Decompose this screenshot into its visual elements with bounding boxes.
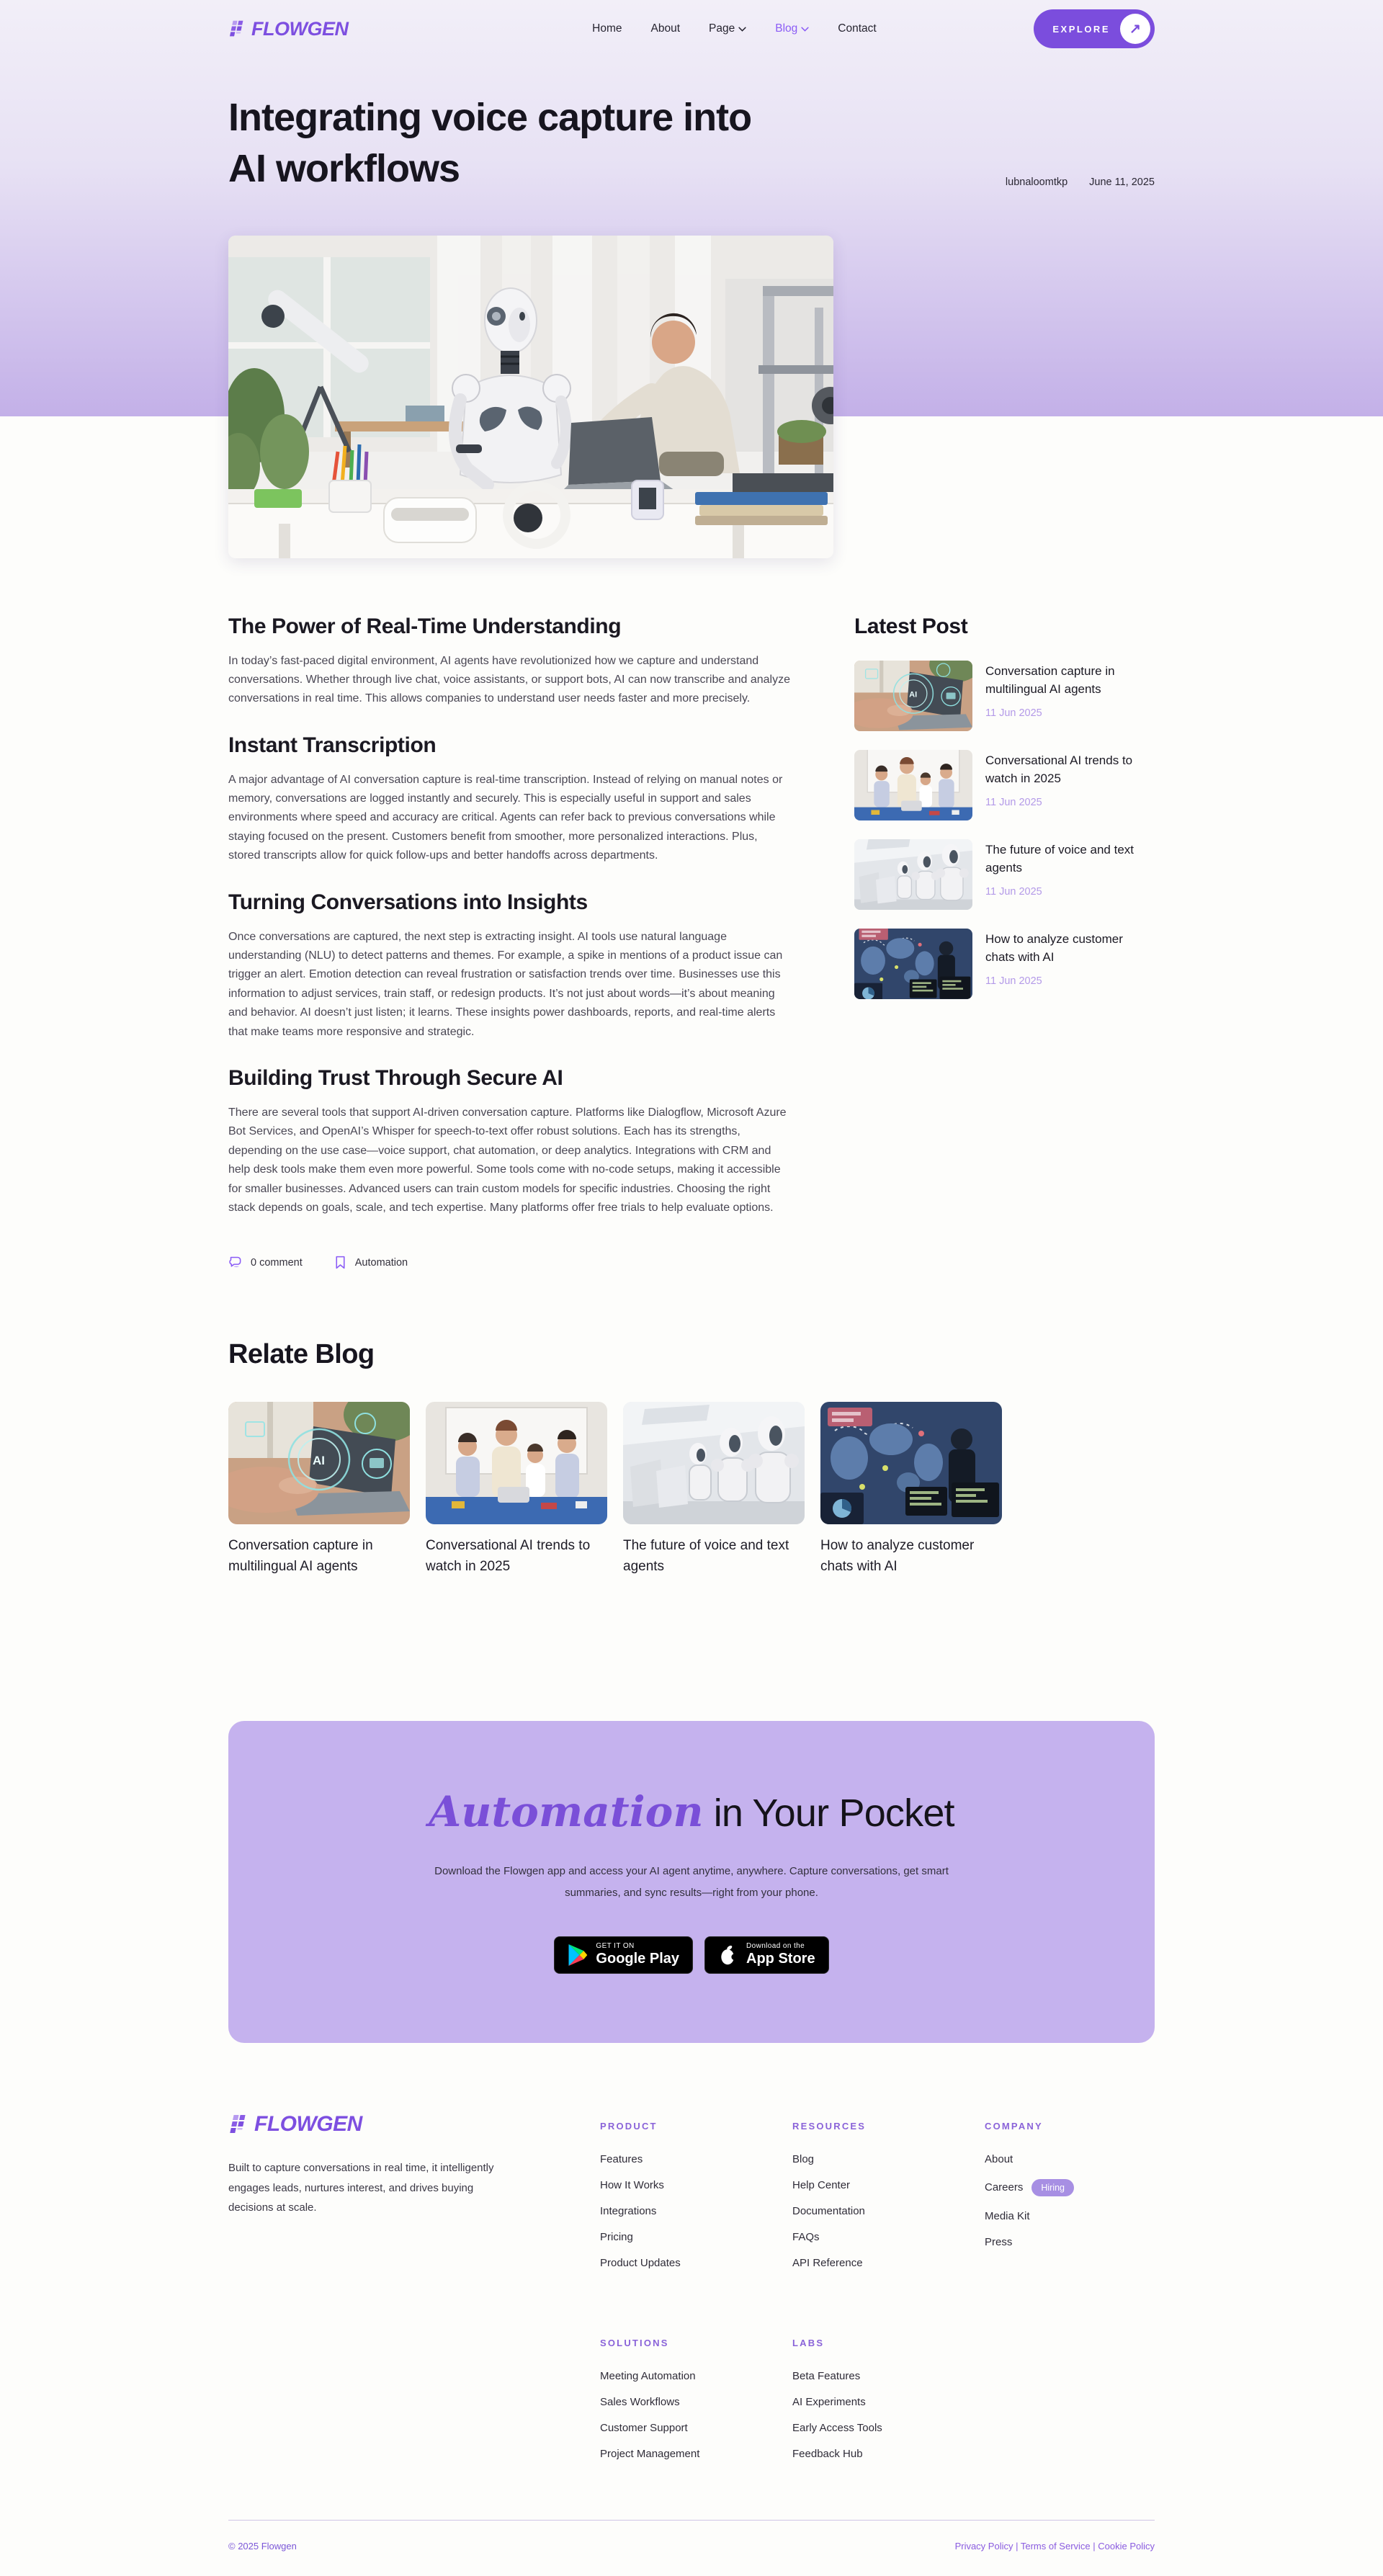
page-title: Integrating voice capture into AI workflows [228,96,752,191]
cta-description: Download the Flowgen app and access your AI agent anytime, anywhere. Capture conversations, get smart summaries, and sync results—right from your phone. [434,1865,949,1899]
legal-links[interactable]: Privacy Policy | Terms of Service | Cookie Policy [954,2540,1155,2552]
section-heading: Instant Transcription [228,733,437,757]
card-title: How to analyze customer chats with AI [820,1538,975,1574]
footer-link-integrations[interactable]: Integrations [600,2204,657,2217]
section-heading: Building Trust Through Secure AI [228,1066,563,1090]
app-cta-section [228,1721,1155,2043]
post-thumbnail [854,661,972,731]
footer-link-blog[interactable]: Blog [792,2152,815,2165]
footer-link-how-it-works[interactable]: How It Works [600,2178,664,2191]
post-date: 11 Jun 2025 [985,796,1042,808]
latest-post-item[interactable] [854,750,1152,820]
footer-column-product: PRODUCT Features How It Works Integrations Pricing Product Updates [600,2112,792,2283]
footer-column-solutions: SOLUTIONS Meeting Automation Sales Workflows Customer Support Project Management [600,2329,792,2474]
site-header [228,0,1155,58]
card-title: Conversational AI trends to watch in 2025 [426,1538,591,1574]
related-blog-heading: Relate Blog [228,1339,375,1370]
latest-post-item[interactable] [854,661,1152,731]
chevron-down-icon [801,27,809,32]
apple-icon [718,1944,738,1966]
card-thumbnail [623,1402,805,1524]
footer-link-ai-experiments[interactable]: AI Experiments [792,2395,866,2408]
section-paragraph: In today’s fast-paced digital environment, AI agents have revolutionized how we capture and understand conversations. Whether through live chat, voice assistants, or support bots, AI can now transcribe and analyze conversations in real time. This allows companies to understand user needs faster and more precisely. [228,654,790,705]
footer-link-customer-support[interactable]: Customer Support [600,2421,688,2434]
footer-link-api-reference[interactable]: API Reference [792,2256,863,2269]
google-play-icon [568,1944,588,1966]
copyright-text: © 2025 Flowgen [228,2540,297,2552]
site-footer [228,2112,1155,2576]
app-store-badge[interactable]: Download on the App Store [704,1936,829,1974]
footer-link-meeting-automation[interactable]: Meeting Automation [600,2369,696,2382]
footer-link-features[interactable]: Features [600,2152,643,2165]
flowgen-logo-icon [228,2114,250,2135]
section-paragraph: Once conversations are captured, the next step is extracting insight. AI tools use natural language understanding (NLU) to detect patterns and themes. For example, a spike in mentions of a product issue can trigger an alert. Emotion detection can reveal frustration or satisfaction trends over time. Businesses use this information to adjust services, train staff, or redesign products. It’s not just about words—it’s about meaning and behavior. AI doesn’t just listen; it learns. These insights power dashboards, reports, and real-time alerts that make teams more responsive and strategic. [228,930,783,1038]
related-blog-card[interactable] [820,1402,1002,1577]
publish-date: June 11, 2025 [1089,176,1155,188]
footer-link-about[interactable]: About [985,2152,1013,2165]
flowgen-logo-icon [228,19,247,38]
post-thumbnail [854,929,972,999]
bookmark-icon [333,1255,348,1270]
sidebar [854,614,1152,1271]
hero-image [228,236,833,558]
nav-item-contact[interactable]: Contact [838,22,877,35]
comment-icon [228,1255,243,1270]
article-meta [228,1255,792,1270]
post-title: Conversational AI trends to watch in 2025 [985,753,1133,786]
footer-link-press[interactable]: Press [985,2235,1013,2248]
latest-post-item[interactable] [854,929,1152,999]
main-nav [592,22,877,35]
nav-item-about[interactable]: About [650,22,681,35]
post-title: Conversation capture in multilingual AI agents [985,663,1115,697]
nav-item-home[interactable]: Home [592,22,622,35]
latest-post-heading: Latest Post [854,614,968,638]
flowgen-logo-text: FLOWGEN [251,17,349,40]
post-thumbnail [854,839,972,910]
footer-link-product-updates[interactable]: Product Updates [600,2256,681,2269]
author-name: lubnaloomtkp [1005,176,1068,188]
nav-item-page[interactable]: Page [709,22,746,35]
footer-link-pricing[interactable]: Pricing [600,2230,633,2243]
footer-description: Built to capture conversations in real time, it intelligently engages leads, nurtures interest, and drives buying decisions at scale. [228,2161,494,2214]
card-thumbnail [426,1402,607,1524]
cta-heading: Automation in Your Pocket [429,1787,954,1837]
card-title: The future of voice and text agents [623,1538,789,1574]
footer-column-resources: RESOURCES Blog Help Center Documentation FAQs API Reference [792,2112,985,2283]
article-body [228,614,792,1271]
post-thumbnail [854,750,972,820]
nav-item-blog[interactable]: Blog [775,22,809,35]
related-blog-card[interactable] [228,1402,410,1577]
footer-column-labs: LABS Beta Features AI Experiments Early Access Tools Feedback Hub [792,2329,985,2474]
footer-link-beta-features[interactable]: Beta Features [792,2369,861,2382]
footer-link-sales-workflows[interactable]: Sales Workflows [600,2395,680,2408]
footer-logo[interactable] [228,2112,600,2137]
post-title: The future of voice and text agents [985,842,1134,875]
hiring-badge: Hiring [1031,2179,1074,2196]
arrow-up-right-icon: ↗ [1120,14,1150,44]
footer-link-documentation[interactable]: Documentation [792,2204,865,2217]
google-play-badge[interactable]: GET IT ON Google Play [554,1936,693,1974]
footer-link-media-kit[interactable]: Media Kit [985,2209,1030,2222]
card-title: Conversation capture in multilingual AI agents [228,1538,373,1574]
section-paragraph: There are several tools that support AI-driven conversation capture. Platforms like Dialogflow, Microsoft Azure Bot Services, and OpenAI’s Whisper for speech-to-text offer robust solutions. Each has its strengths, depending on the use case—voice support, chat automation, or deep analytics. Integrations with CRM and help desk tools make them even more powerful. Some tools come with no-code setups, making it accessible for smaller businesses. Advanced users can train custom models for specific industries. Choosing the right stack depends on goals, scale, and tech expertise. Many platforms offer free trials to help evaluate options. [228,1106,787,1214]
footer-link-help-center[interactable]: Help Center [792,2178,851,2191]
related-blog-card[interactable] [426,1402,607,1577]
footer-bottom-bar [228,2520,1155,2576]
post-title: How to analyze customer chats with AI [985,931,1123,965]
footer-link-early-access-tools[interactable]: Early Access Tools [792,2421,882,2434]
section-heading: Turning Conversations into Insights [228,890,588,914]
footer-link-feedback-hub[interactable]: Feedback Hub [792,2447,863,2460]
post-date: 11 Jun 2025 [985,975,1042,987]
byline [1006,176,1155,195]
post-date: 11 Jun 2025 [985,707,1042,719]
chevron-down-icon [738,27,746,32]
footer-link-careers[interactable]: Careers Hiring [985,2179,1155,2196]
footer-logo-text: FLOWGEN [254,2111,362,2136]
tag-link[interactable]: Automation [333,1255,408,1270]
latest-post-item[interactable] [854,839,1152,910]
footer-link-faqs[interactable]: FAQs [792,2230,820,2243]
explore-button[interactable]: EXPLORE ↗ [1034,9,1155,48]
comments-link[interactable]: 0 comment [228,1255,303,1270]
card-thumbnail [820,1402,1002,1524]
flowgen-logo[interactable] [228,18,348,40]
footer-link-project-management[interactable]: Project Management [600,2447,700,2460]
footer-column-company: COMPANY About Careers Hiring Media Kit Press [985,2112,1155,2283]
section-heading: The Power of Real-Time Understanding [228,614,622,638]
related-blog-section [228,1339,1155,1577]
section-paragraph: A major advantage of AI conversation capture is real-time transcription. Instead of relying on manual notes or memory, conversations are logged instantly and securely. This is especially useful in support and sales environments where speed and accuracy are critical. Agents can refer back to previous conversations while staying focused on the present. Customers benefit from smoother, more personalized interactions. Plus, stored transcripts allow for quick follow-ups and better handoffs across departments. [228,773,783,862]
related-blog-card[interactable] [623,1402,805,1577]
card-thumbnail [228,1402,410,1524]
post-date: 11 Jun 2025 [985,885,1042,898]
